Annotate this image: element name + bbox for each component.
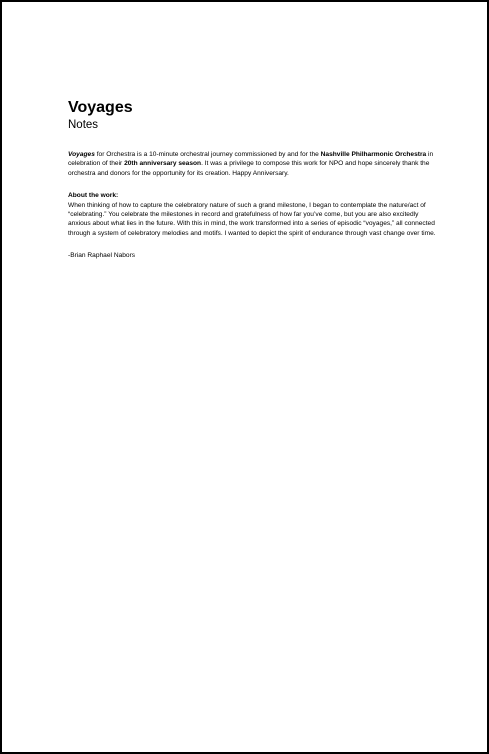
work-name: Voyages [68, 151, 95, 158]
intro-text-3: . It was a privilege to compose this work for NPO and hope sincerely thank the orchestra and donors for the opportunity for its creation. Happy Anniversary. [68, 160, 430, 177]
orchestra-name: Nashville Philharmonic Orchestra [320, 151, 427, 158]
intro-text-2: in celebration of their [68, 151, 434, 168]
about-body: When thinking of how to capture the celebratory nature of such a grand milestone, I began to contemplate the nature/act of “celebrating.” You celebrate the milestones in record and gratefulness of how far you’ve come, but you are also excitedly anxious about what lies in the future. With this in mind, the work transformed into a series of episodic “voyages,” all connected through a system of celebratory melodies and motifs. I wanted to depict the spirit of endurance through vast change over time. [68, 201, 436, 237]
intro-text-1: for Orchestra is a 10-minute orchestral journey commissioned by and for the [94, 151, 321, 158]
about-heading: About the work: [68, 192, 119, 200]
signature: -Brian Raphael Nabors [68, 252, 136, 260]
about-paragraph [68, 191, 440, 238]
document-subtitle: Notes [68, 119, 99, 131]
document-content [68, 98, 440, 274]
intro-paragraph [68, 150, 440, 178]
document-title: Voyages [68, 99, 133, 116]
anniversary-season: 20th anniversary season [124, 160, 202, 168]
